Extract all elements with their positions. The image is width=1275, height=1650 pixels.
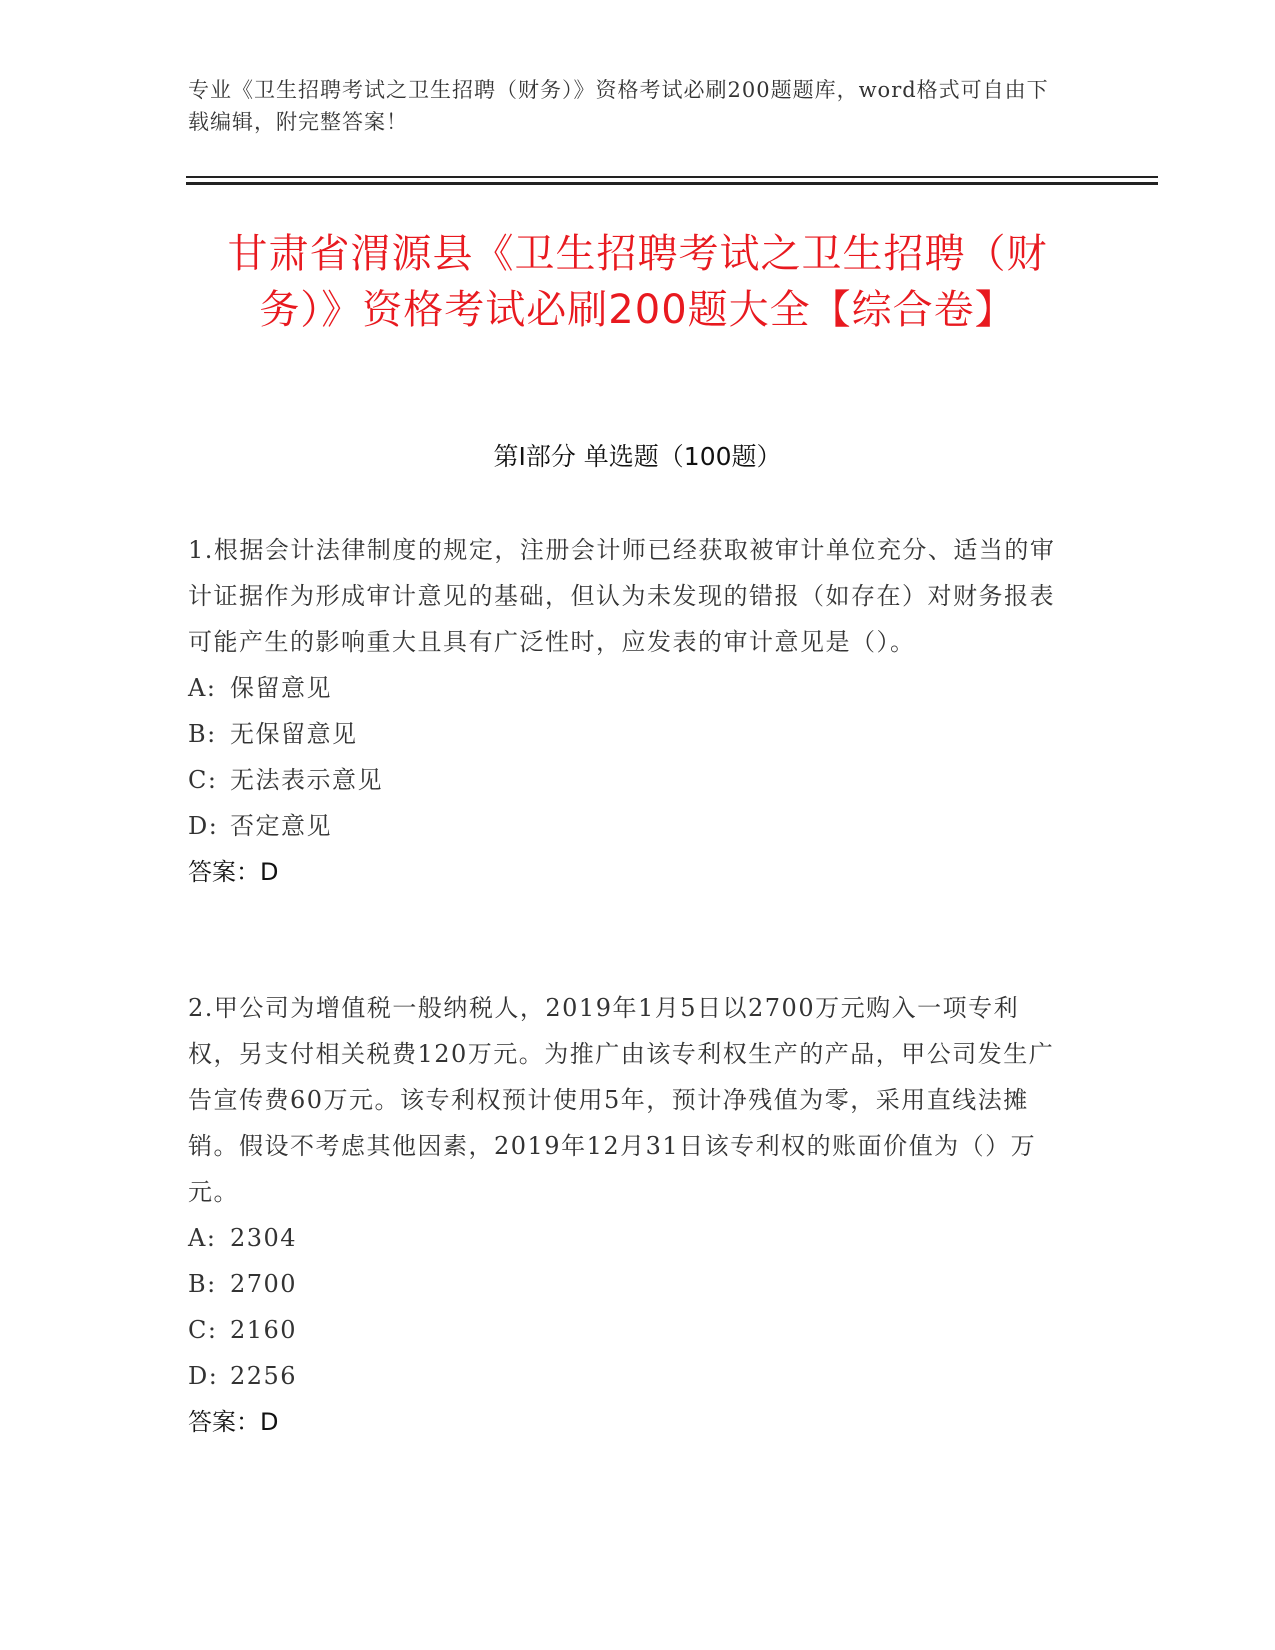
option-letter: C:: [188, 1316, 218, 1344]
question-stem: 1.根据会计法律制度的规定，注册会计师已经获取被审计单位充分、适当的审计证据作为形成审计意见的基础，但认为未发现的错报（如存在）对财务报表可能产生的影响重大且具有广泛性时，应发表的审计意见是（）。: [188, 536, 1056, 656]
section-heading: 第I部分 单选题（100题）: [493, 442, 782, 471]
option-letter: D:: [188, 1362, 219, 1390]
option-a: [188, 665, 1068, 711]
document-title: 甘肃省渭源县《卫生招聘考试之卫生招聘（财务）》资格考试必刷200题大全【综合卷】: [227, 231, 1048, 333]
option-b: [188, 1261, 1068, 1307]
question-stem: 2.甲公司为增值税一般纳税人，2019年1月5日以2700万元购入一项专利权，另支付相关税费120万元。为推广由该专利权生产的产品，甲公司发生广告宣传费60万元。该专利权预计使用5年，预计净残值为零，采用直线法摊销。假设不考虑其他因素，2019年12月31日该专利权的账面价值为（）万元。: [188, 994, 1055, 1206]
option-text: 无法表示意见: [230, 766, 383, 794]
question-1: [188, 527, 1068, 895]
option-text: 2304: [230, 1224, 298, 1252]
answer: 答案：D: [188, 1408, 279, 1436]
header-rule-thin: [186, 176, 1158, 178]
option-letter: C:: [188, 766, 218, 794]
option-b: [188, 711, 1068, 757]
option-letter: B:: [188, 1270, 217, 1298]
option-d: [188, 1353, 1068, 1399]
option-letter: D:: [188, 812, 219, 840]
option-d: [188, 803, 1068, 849]
option-text: 保留意见: [230, 674, 332, 702]
option-letter: B:: [188, 720, 217, 748]
answer: 答案：D: [188, 858, 279, 886]
option-text: 2700: [230, 1270, 298, 1298]
option-letter: A:: [188, 674, 217, 702]
option-text: 2256: [230, 1362, 298, 1390]
question-2: [188, 985, 1068, 1445]
option-c: [188, 757, 1068, 803]
header-note: 专业《卫生招聘考试之卫生招聘（财务）》资格考试必刷200题题库，word格式可自由下载编辑，附完整答案！: [188, 78, 1049, 134]
option-text: 2160: [230, 1316, 298, 1344]
option-a: [188, 1215, 1068, 1261]
header-rule-thick: [186, 182, 1158, 185]
option-c: [188, 1307, 1068, 1353]
option-letter: A:: [188, 1224, 217, 1252]
option-text: 无保留意见: [230, 720, 358, 748]
option-text: 否定意见: [230, 812, 332, 840]
